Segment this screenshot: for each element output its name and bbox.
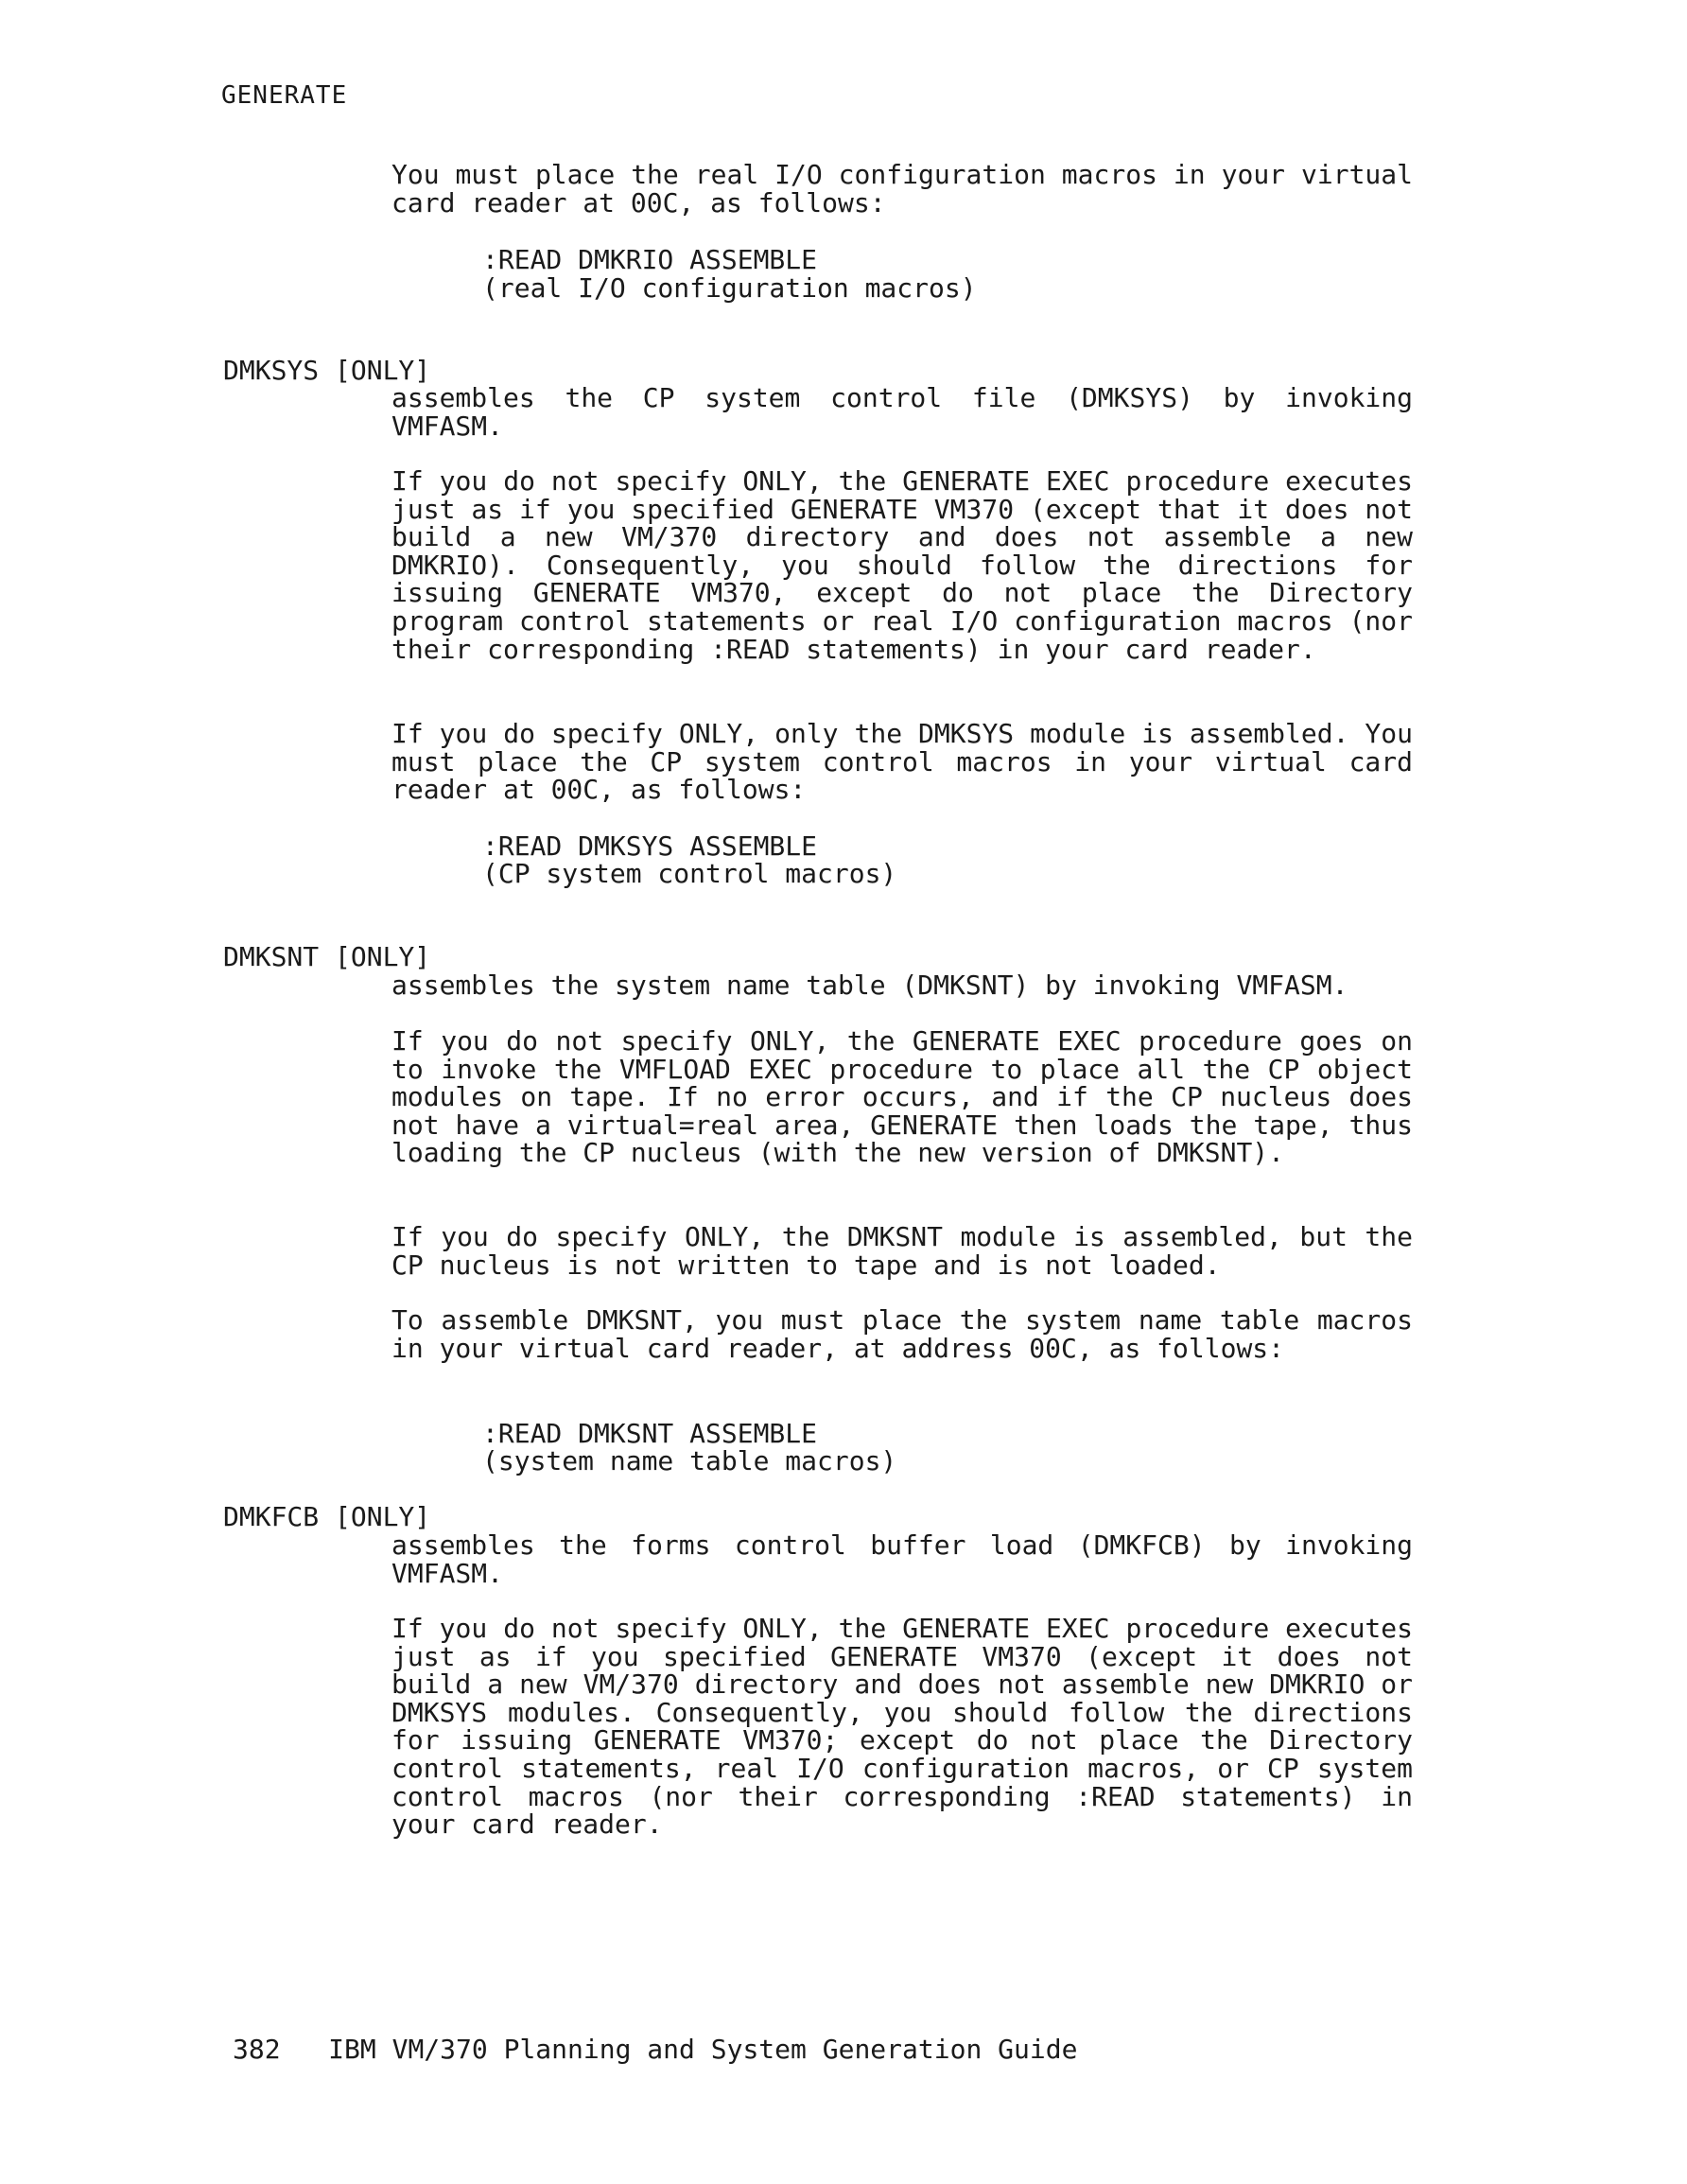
dmksnt-paragraph-3: If you do specify ONLY, the DMKSNT module is assembled, but the CP nucleus is not written to tape and is not loaded. xyxy=(391,1221,1413,1281)
book-title: IBM VM/370 Planning and System Generation Guide xyxy=(328,2034,1078,2065)
intro-code-line-1: :READ DMKRIO ASSEMBLE xyxy=(482,244,818,275)
dmksnt-paragraph-4: To assemble DMKSNT, you must place the system name table macros in your virtual card reader, at address 00C, as follows: xyxy=(391,1304,1413,1364)
intro-paragraph: You must place the real I/O configuration macros in your virtual card reader at 00C, as follows: xyxy=(391,159,1413,218)
dmksnt-code-line-1: :READ DMKSNT ASSEMBLE xyxy=(482,1418,818,1449)
dmksnt-paragraph-1: assembles the system name table (DMKSNT) by invoking VMFASM. xyxy=(391,970,1348,1001)
dmksys-term: DMKSYS [ONLY] xyxy=(223,355,431,386)
dmksys-code-line-1: :READ DMKSYS ASSEMBLE xyxy=(482,830,818,862)
intro-code-line-2: (real I/O configuration macros) xyxy=(482,272,977,304)
dmksys-paragraph-1: assembles the CP system control file (DMKSYS) by invoking VMFASM. xyxy=(391,382,1413,442)
dmksys-paragraph-3: If you do specify ONLY, only the DMKSYS module is assembled. You must place the CP system control macros in your virtual card reader at 00C, as follows: xyxy=(391,718,1413,806)
page-number: 382 xyxy=(233,2034,281,2065)
dmksys-paragraph-2: If you do not specify ONLY, the GENERATE EXEC procedure executes just as if you specified GENERATE VM370 (except that it does not build a new VM/370 directory and does not assemble a new DMKRIO). Consequently, you should follow the directions for issuing GENERATE VM370, except do not place the Directory program control statements or real I/O configuration macros (nor their corresponding :READ statements) in your card reader. xyxy=(391,465,1413,665)
dmkfcb-term: DMKFCB [ONLY] xyxy=(223,1501,431,1532)
dmkfcb-paragraph-1: assembles the forms control buffer load (DMKFCB) by invoking VMFASM. xyxy=(391,1529,1413,1589)
dmksnt-term: DMKSNT [ONLY] xyxy=(223,941,431,972)
page-footer xyxy=(233,2034,1077,2065)
dmksnt-paragraph-2: If you do not specify ONLY, the GENERATE EXEC procedure goes on to invoke the VMFLOAD EXEC procedure to place all the CP object modules on tape. If no error occurs, and if the CP nucleus does not have a virtual=real area, GENERATE then loads the tape, thus loading the CP nucleus (with the new version of DMKSNT). xyxy=(391,1025,1413,1169)
dmksnt-code-line-2: (system name table macros) xyxy=(482,1445,897,1476)
dmkfcb-paragraph-2: If you do not specify ONLY, the GENERATE EXEC procedure executes just as if you specified GENERATE VM370 (except it does not build a new VM/370 directory and does not assemble new DMKRIO or DMKSYS modules. Consequently, you should follow the directions for issuing GENERATE VM370; except do not place the Directory control statements, real I/O configuration macros, or CP system control macros (nor their corresponding :READ statements) in your card reader. xyxy=(391,1613,1413,1841)
dmksys-code-line-2: (CP system control macros) xyxy=(482,858,897,889)
running-head: GENERATE xyxy=(221,81,348,110)
